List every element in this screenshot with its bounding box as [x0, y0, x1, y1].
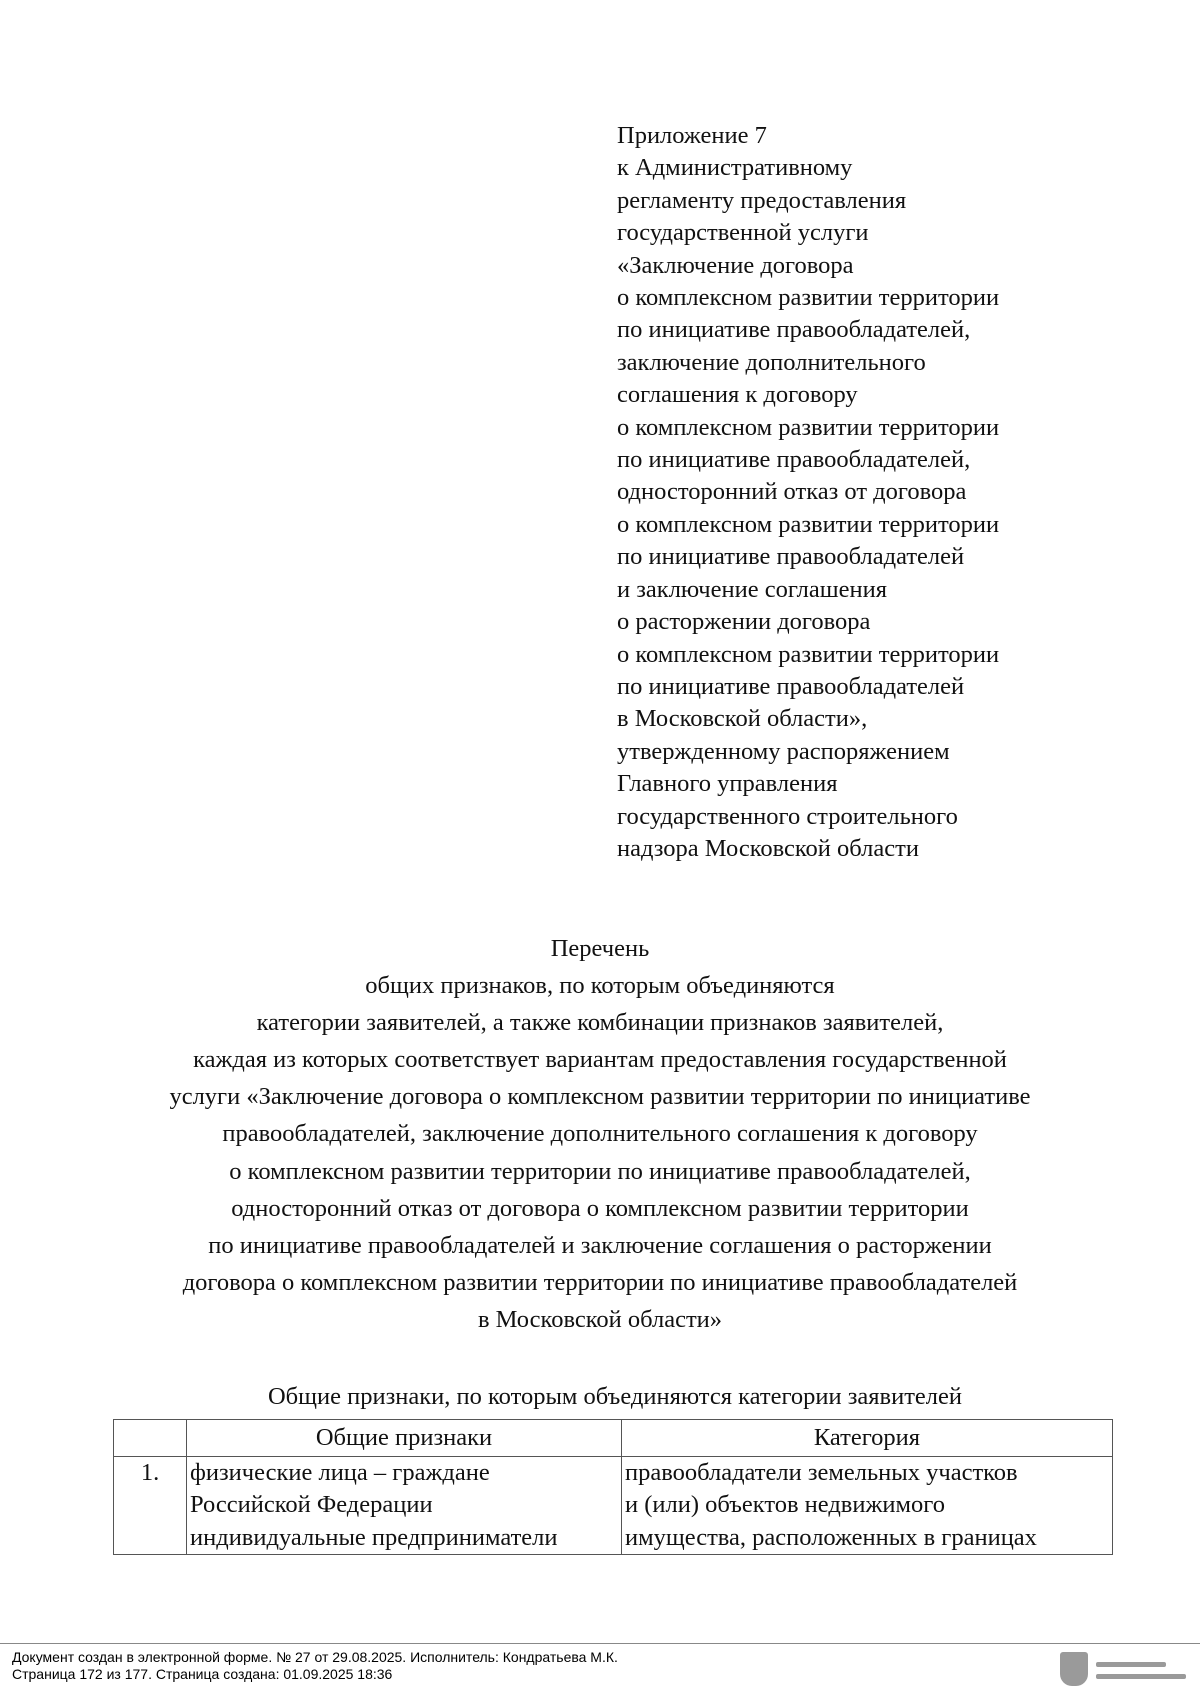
title-line: договора о комплексном развитии территории по инициативе правообладателей	[182, 1268, 1018, 1296]
logo-text-mark	[1096, 1662, 1166, 1667]
table-header-row	[114, 1420, 1113, 1457]
appendix-line: и заключение соглашения	[617, 575, 887, 603]
appendix-line: по инициативе правообладателей,	[617, 316, 971, 344]
title-line: односторонний отказ от договора о комплексном развитии территории	[231, 1194, 969, 1222]
logo-text-mark	[1096, 1674, 1186, 1679]
signs-line: Российской Федерации	[190, 1491, 433, 1519]
appendix-line: о комплексном развитии территории	[617, 640, 1000, 668]
title-line: в Московской области»	[477, 1305, 723, 1333]
document-title	[0, 930, 1200, 1338]
title-line: категории заявителей, а также комбинации признаков заявителей,	[256, 1009, 944, 1037]
footer-line-2: Страница 172 из 177. Страница создана: 01.09.2025 18:36	[12, 1666, 393, 1682]
appendix-line: государственной услуги	[617, 219, 869, 247]
appendix-line: о расторжении договора	[617, 608, 871, 636]
appendix-line: односторонний отказ от договора	[617, 478, 967, 506]
appendix-line: по инициативе правообладателей,	[617, 446, 971, 474]
category-line: и (или) объектов недвижимого	[625, 1491, 945, 1519]
appendix-line: о комплексном развитии территории	[617, 510, 1000, 538]
footer-divider	[0, 1643, 1200, 1644]
criteria-table	[113, 1419, 1113, 1555]
appendix-line: к Административному	[617, 154, 853, 182]
appendix-line: утвержденному распоряжением	[617, 737, 950, 765]
appendix-block	[617, 120, 1177, 865]
coat-of-arms-icon	[1060, 1652, 1088, 1686]
title-line: общих признаков, по которым объединяются	[365, 972, 835, 1000]
footer	[12, 1649, 618, 1683]
row-category	[622, 1457, 1113, 1555]
signs-line: физические лица – граждане	[190, 1459, 490, 1486]
signs-line: индивидуальные предприниматели	[190, 1523, 558, 1551]
government-logo	[1060, 1650, 1190, 1690]
title-line: по инициативе правообладателей и заключение соглашения о расторжении	[208, 1231, 992, 1259]
appendix-line: государственного строительного	[617, 802, 958, 830]
appendix-line: о комплексном развитии территории	[617, 284, 1000, 312]
appendix-line: Главного управления	[617, 770, 838, 798]
category-line: имущества, расположенных в границах	[625, 1523, 1037, 1551]
row-number: 1.	[114, 1457, 187, 1555]
appendix-line: соглашения к договору	[617, 381, 858, 409]
appendix-line: заключение дополнительного	[617, 348, 926, 376]
title-line: правообладателей, заключение дополнительного соглашения к договору	[222, 1120, 978, 1148]
appendix-line: «Заключение договора	[617, 251, 854, 279]
title-line: о комплексном развитии территории по инициативе правообладателей,	[229, 1157, 971, 1185]
header-number	[114, 1420, 187, 1457]
header-signs: Общие признаки	[187, 1420, 622, 1457]
title-line: каждая из которых соответствует вариантам предоставления государственной	[193, 1046, 1007, 1074]
row-signs	[187, 1457, 622, 1555]
appendix-line: в Московской области»,	[617, 705, 868, 733]
appendix-line: надзора Московской области	[617, 834, 919, 862]
appendix-line: о комплексном развитии территории	[617, 413, 1000, 441]
table-row	[114, 1457, 1113, 1555]
header-category: Категория	[622, 1420, 1113, 1457]
footer-line-1: Документ создан в электронной форме. № 27 от 29.08.2025. Исполнитель: Кондратьева М.К.	[12, 1649, 618, 1665]
title-line: услуги «Заключение договора о комплексном развитии территории по инициативе	[169, 1083, 1031, 1111]
appendix-line: Приложение 7	[617, 122, 767, 149]
appendix-line: регламенту предоставления	[617, 186, 907, 214]
title-line: Перечень	[550, 935, 650, 962]
category-line: правообладатели земельных участков	[625, 1459, 1018, 1486]
appendix-line: по инициативе правообладателей	[617, 543, 965, 571]
appendix-line: по инициативе правообладателей	[617, 672, 965, 700]
table-caption: Общие признаки, по которым объединяются категории заявителей	[267, 1383, 963, 1410]
